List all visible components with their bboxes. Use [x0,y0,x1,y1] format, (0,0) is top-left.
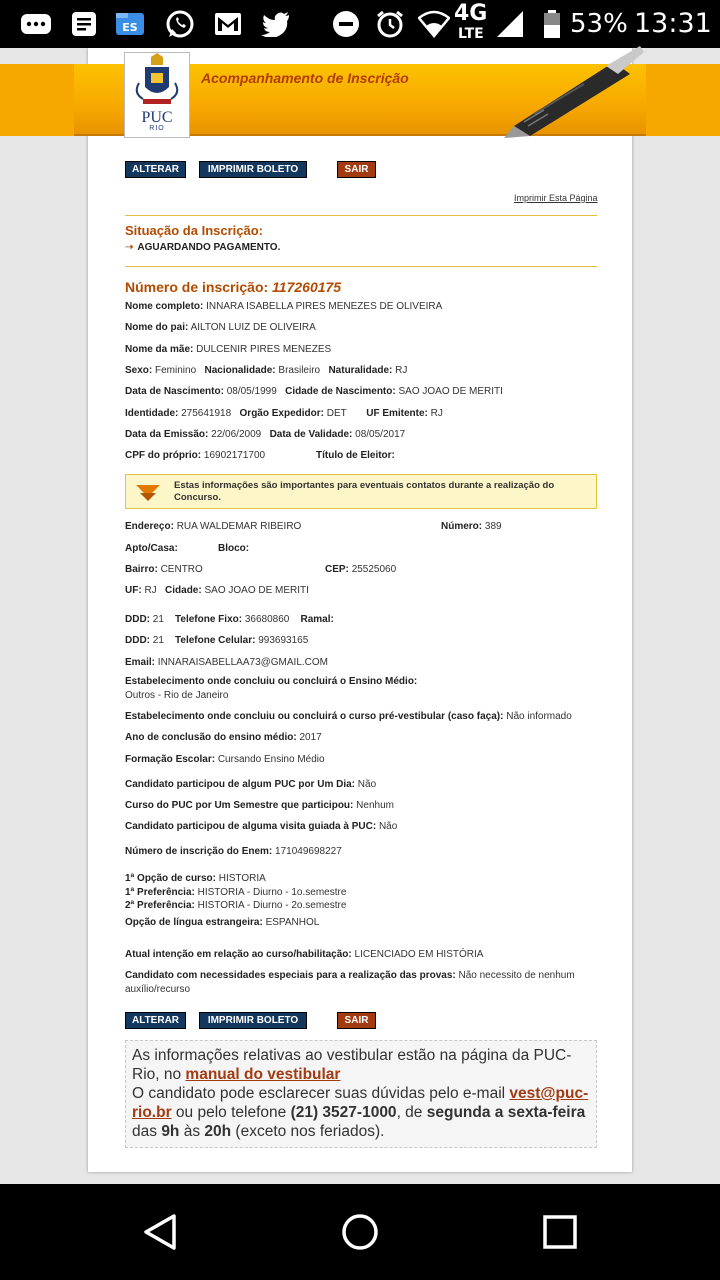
network-subtype: LTE [458,26,484,42]
phone-number: (21) 3527-1000 [290,1104,397,1121]
email-row: Email: INNARAISABELLAA73@GMAIL.COM [125,657,329,668]
network-type: 4G [454,1,488,26]
intencao-row: Atual intenção em relação ao curso/habilitação: LICENCIADO EM HISTÓRIA [125,949,484,960]
status-bar [0,0,720,48]
chevron-down-icon [136,485,160,501]
logo-subtext: RIO [149,125,165,132]
alterar-button-bottom[interactable]: ALTERAR [125,1012,186,1029]
do-not-disturb-icon [330,8,362,40]
email-value: INNARAISABELLAA73@GMAIL.COM [157,657,329,668]
twitter-icon [260,8,292,40]
coat-of-arms-icon [125,53,189,109]
content-panel [88,48,632,1172]
situacao-value: AGUARDANDO PAGAMENTO. [137,242,281,253]
emissao-row: Data da Emissão: 22/06/2009 Data de Validade: 08/05/2017 [125,429,406,440]
formacao-row: Formação Escolar: Cursando Ensino Médio [125,754,325,765]
cep-value: 25525060 [351,564,397,575]
identidade-value: 275641918 [181,408,232,419]
uf-row: UF: RJ Cidade: SAO JOAO DE MERITI [125,585,309,596]
ddd-fixo-value: 21 [152,614,164,625]
visita-guiada-value: Não [378,821,398,832]
opcao-curso-row: 1ª Opção de curso: HISTORIA [125,873,266,884]
vestibular-email-link[interactable]: vest@puc-rio.br [132,1085,589,1121]
naturalidade-value: RJ [395,365,408,376]
battery-percent: 53% [570,9,628,39]
enem-value: 171049698227 [275,846,342,857]
ensino-medio-value: Outros - Rio de Janeiro [125,690,229,701]
endereco-row: Endereço: RUA WALDEMAR RIBEIRO [125,521,302,532]
banner-left-stripe [0,64,74,136]
puc-um-semestre-value: Nenhum [356,800,394,811]
formacao-value: Cursando Ensino Médio [217,754,325,765]
cpf-value: 16902171700 [203,450,266,461]
ensino-medio-label: Estabelecimento onde concluiu ou concluirá o Ensino Médio: [125,676,418,687]
cpf-row: CPF do próprio: 16902171700 [125,450,266,461]
orgao-value: DET [326,408,347,419]
bloco-field: Bloco: [218,543,250,554]
banner-right-stripe [646,64,720,136]
numero-value: 389 [484,521,502,532]
cidade-nascimento-value: SAO JOAO DE MERITI [398,386,503,397]
file-explorer-icon [114,8,146,40]
pre-vestibular-value: Não informado [506,711,572,722]
puc-um-dia-row: Candidato participou de algum PUC por Um Dia: Não [125,779,377,790]
clock: 13:31 [634,8,712,39]
pai-value: AILTON LUIZ DE OLIVEIRA [190,322,316,333]
more-icon [20,8,52,40]
divider [125,215,597,216]
notes-icon [68,8,100,40]
sair-button[interactable]: SAIR [337,161,376,178]
page-title: Acompanhamento de Inscrição [201,70,409,86]
sexo-value: Feminino [155,365,197,376]
visita-guiada-row: Candidato participou de alguma visita guiada à PUC: Não [125,821,398,832]
apto-row: Apto/Casa: [125,543,178,554]
preferencia-1-value: HISTORIA - Diurno - 1o.semestre [197,887,347,898]
print-page-link[interactable]: Imprimir Esta Página [514,193,598,203]
alarm-icon [374,8,406,40]
imprimir-boleto-button[interactable]: IMPRIMIR BOLETO [199,161,307,178]
recents-icon[interactable] [540,1212,580,1252]
notice-text: Estas informações são importantes para eventuais contatos durante a realização do Concurso. [174,480,555,503]
pre-vestibular-row: Estabelecimento onde concluiu ou concluirá o curso pré-vestibular (caso faça): Não informado [125,711,572,722]
nome-row: Nome completo: INNARA ISABELLA PIRES MENEZES DE OLIVEIRA [125,301,443,312]
telefone-fixo-row: DDD: 21 Telefone Fixo: 36680860 Ramal: [125,614,334,625]
cidade-value: SAO JOAO DE MERITI [204,585,309,596]
info-box [125,1040,597,1148]
preferencia-2-row: 2ª Preferência: HISTORIA - Diurno - 2o.semestre [125,900,347,911]
nacionalidade-value: Brasileiro [278,365,321,376]
logo-text: PUC [141,109,173,126]
numero-field: Número: 389 [441,521,502,532]
svg-text:ES: ES [122,21,138,34]
validade-value: 08/05/2017 [355,429,406,440]
inscricao-number [125,279,341,295]
necessidades-especiais-row: Candidato com necessidades especiais para a realização das provas: Não necessito de nenhum [125,970,575,981]
ano-conclusao-row: Ano de conclusão do ensino médio: 2017 [125,732,322,743]
lingua-estrangeira-value: ESPANHOL [265,917,320,928]
bairro-value: CENTRO [160,564,203,575]
enem-row: Número de inscrição do Enem: 171049698227 [125,846,342,857]
ddd-celular-value: 21 [152,635,164,646]
situacao-title: Situação da Inscrição: [125,223,263,238]
divider [125,266,597,267]
inscricao-value: 117260175 [272,279,342,295]
uf-value: RJ [144,585,157,596]
sair-button-bottom[interactable]: SAIR [337,1012,376,1029]
sexo-row: Sexo: Feminino Nacionalidade: Brasileiro Naturalidade: RJ [125,365,408,376]
lingua-estrangeira-row: Opção de língua estrangeira: ESPANHOL [125,917,320,928]
mae-row: Nome da mãe: DULCENIR PIRES MENEZES [125,344,332,355]
identidade-row: Identidade: 275641918 Orgão Expedidor: DET UF Emitente: RJ [125,408,443,419]
titulo-eleitor: Título de Eleitor: [316,450,395,461]
situacao-status [125,242,280,253]
necessidades-especiais-cont: auxílio/recurso [125,984,191,995]
preferencia-1-row: 1ª Preferência: HISTORIA - Diurno - 1o.semestre [125,887,347,898]
endereco-value: RUA WALDEMAR RIBEIRO [176,521,302,532]
bairro-row: Bairro: CENTRO [125,564,203,575]
telefone-celular-row: DDD: 21 Telefone Celular: 993693165 [125,635,309,646]
inscricao-label: Número de inscrição: [125,279,269,295]
back-icon[interactable] [140,1212,180,1252]
cep-field: CEP: 25525060 [325,564,397,575]
telefone-fixo-value: 36680860 [244,614,290,625]
puc-rio-logo [124,52,190,138]
telefone-celular-value: 993693165 [258,635,309,646]
emissao-value: 22/06/2009 [211,429,262,440]
gmail-icon [212,8,244,40]
puc-um-semestre-row: Curso do PUC por Um Semestre que participou: Nenhum [125,800,394,811]
wifi-icon [418,8,450,40]
ano-conclusao-value: 2017 [299,732,322,743]
navigation-bar [0,1184,720,1280]
necessidades-especiais-value: Não necessito de nenhum [458,970,575,981]
home-icon[interactable] [340,1212,380,1252]
alterar-button[interactable]: ALTERAR [125,161,186,178]
uf-emitente-value: RJ [430,408,443,419]
mae-value: DULCENIR PIRES MENEZES [196,344,332,355]
nascimento-row: Data de Nascimento: 08/05/1999 Cidade de Nascimento: SAO JOAO DE MERITI [125,386,503,397]
nascimento-value: 08/05/1999 [226,386,277,397]
opcao-curso-value: HISTORIA [218,873,266,884]
nome-value: INNARA ISABELLA PIRES MENEZES DE OLIVEIRA [206,301,443,312]
pai-row: Nome do pai: AILTON LUIZ DE OLIVEIRA [125,322,316,333]
battery-icon [536,8,568,40]
info-text: As informações relativas ao vestibular estão na página da PUC-Rio, no manual do vestibular O candidato pode esclarecer suas dúvidas pelo e-mail vest@puc-rio.br ou pelo telefone (21) 3527-1000, de segunda a sexta-feira das 9h às 20h (exceto nos feriados). [132,1047,589,1140]
arrow-right-icon: ➝ [125,242,134,253]
preferencia-2-value: HISTORIA - Diurno - 2o.semestre [197,900,347,911]
manual-vestibular-link[interactable]: manual do vestibular [185,1066,341,1083]
signal-icon [494,8,526,40]
contact-notice [125,474,597,509]
puc-um-dia-value: Não [357,779,377,790]
intencao-value: LICENCIADO EM HISTÓRIA [354,949,484,960]
pen-icon [494,44,644,140]
whatsapp-icon [164,8,196,40]
imprimir-boleto-button-bottom[interactable]: IMPRIMIR BOLETO [199,1012,307,1029]
